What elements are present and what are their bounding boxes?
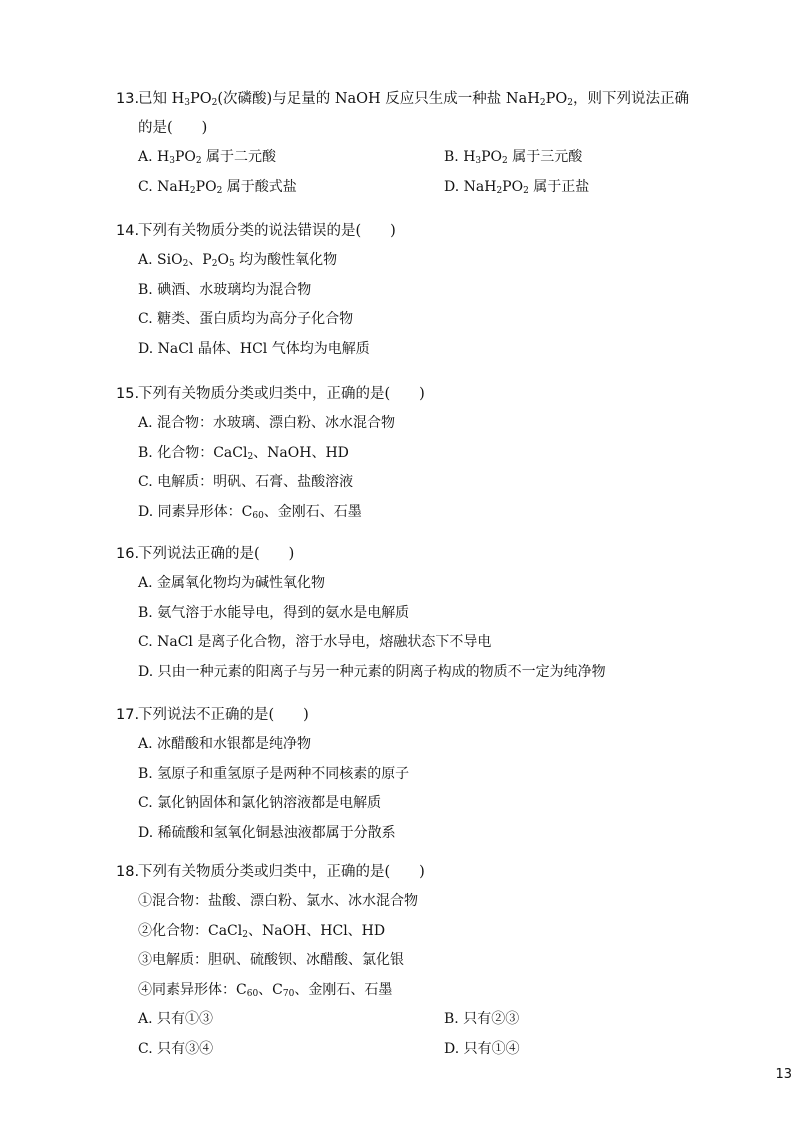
subscript: 2 — [502, 156, 508, 166]
page-number: 13 — [775, 1067, 792, 1082]
subscript: 2 — [523, 185, 529, 196]
question-number: 18. — [116, 864, 140, 880]
subscript: 2 — [216, 185, 223, 196]
question-stem-line2: 的是( ) — [138, 120, 208, 136]
question-18 — [116, 858, 756, 1064]
option-d: D. NaCl 晶体、HCl 气体均为电解质 — [138, 340, 370, 357]
question-15 — [116, 380, 756, 527]
question-stem — [116, 701, 756, 730]
option-d: D. 同素异形体：$C_{60}$、金刚石、石墨 — [138, 503, 362, 521]
option-d: D. $NaH_2PO_2$ 属于正盐 — [444, 178, 590, 196]
option-b: B. 氨气溶于水能导电，得到的氨水是电解质 — [138, 604, 410, 621]
question-14 — [116, 217, 756, 364]
stem-text: 下列说法不正确的是( ) — [138, 707, 309, 723]
subscript: 2 — [195, 156, 202, 166]
question-stem — [116, 858, 756, 887]
stem-text: 下列说法正确的是( ) — [138, 546, 295, 562]
statement-2: ②化合物：CaCl$_2$、NaOH、HCl、HD — [138, 922, 386, 940]
question-17 — [116, 701, 756, 848]
subscript: 2 — [242, 929, 248, 940]
option-row — [116, 1005, 756, 1035]
statement-1: ①混合物：盐酸、漂白粉、氯水、冰水混合物 — [138, 893, 418, 909]
option-c: C. $NaH_2PO_2$ 属于酸式盐 — [138, 178, 297, 196]
subscript: 5 — [228, 259, 235, 269]
option-a: A. 冰醋酸和水银都是纯净物 — [138, 736, 312, 752]
option-b: B. $H_3PO_2$ 属于三元酸 — [444, 149, 583, 166]
option-a: A. 混合物：水玻璃、漂白粉、冰水混合物 — [138, 415, 396, 431]
question-number: 14. — [116, 223, 140, 239]
option-c: C. 糖类、蛋白质均为高分子化合物 — [138, 311, 354, 327]
stem-text: 下列有关物质分类的说法错误的是( ) — [138, 223, 396, 239]
subscript: 2 — [211, 98, 218, 108]
question-stem — [116, 217, 756, 246]
statement-3: ③电解质：胆矾、硫酸钡、冰醋酸、氯化银 — [138, 952, 404, 968]
question-number: 15. — [116, 386, 140, 402]
option-c: C. 只有③④ — [138, 1040, 214, 1057]
question-13 — [116, 85, 756, 202]
option-a: A. 金属氧化物均为碱性氧化物 — [138, 575, 326, 591]
option-a: A. SiO$_2$、$P_2O_5$ 均为酸性氧化物 — [138, 252, 338, 269]
option-d: D. 稀硫酸和氢氧化铜悬浊液都属于分散系 — [138, 824, 396, 841]
subscript: 3 — [169, 156, 175, 166]
subscript: 2 — [539, 98, 546, 108]
question-stem — [116, 85, 756, 114]
option-a: A. $H_3PO_2$ 属于二元酸 — [138, 149, 277, 166]
question-stem — [116, 540, 756, 569]
option-a: A. 只有①③ — [138, 1011, 214, 1027]
subscript: 3 — [184, 98, 190, 108]
statement-4: ④同素异形体：$C_{60}$、$C_{70}$、金刚石、石墨 — [138, 981, 393, 999]
option-d: D. 只有①④ — [444, 1040, 520, 1057]
stem-text: 下列有关物质分类或归类中，正确的是( ) — [138, 386, 425, 402]
option-row — [116, 1035, 756, 1065]
question-number: 16. — [116, 546, 140, 562]
subscript: 70 — [282, 988, 295, 999]
option-b: B. 氢原子和重氢原子是两种不同核素的原子 — [138, 765, 410, 782]
option-row — [116, 143, 756, 173]
question-number: 13. — [116, 91, 140, 107]
question-stem — [116, 380, 756, 409]
subscript: 60 — [252, 510, 264, 521]
subscript: 2 — [182, 259, 189, 269]
subscript: 2 — [247, 451, 254, 462]
subscript: 2 — [496, 185, 503, 196]
option-c: C. 电解质：明矾、石膏、盐酸溶液 — [138, 474, 354, 490]
option-c: C. NaCl 是离子化合物，溶于水导电，熔融状态下不导电 — [138, 634, 492, 650]
question-16 — [116, 540, 756, 687]
subscript: 2 — [211, 259, 218, 269]
option-d: D. 只由一种元素的阳离子与另一种元素的阴离子构成的物质不一定为纯净物 — [138, 663, 606, 680]
option-b: B. 化合物：CaCl$_2$、NaOH、HD — [138, 444, 349, 462]
subscript: 3 — [475, 156, 482, 166]
subscript: 2 — [189, 185, 196, 196]
stem-text: 下列有关物质分类或归类中，正确的是( ) — [138, 864, 425, 880]
option-row — [116, 173, 756, 203]
option-c: C. 氯化钠固体和氯化钠溶液都是电解质 — [138, 795, 382, 811]
stem-text: 已知 $H_3PO_2$(次磷酸)与足量的 NaOH 反应只生成一种盐 $NaH_2PO_2$，则下列说法正确 — [138, 91, 689, 108]
subscript: 60 — [246, 988, 259, 999]
option-b: B. 只有②③ — [444, 1011, 520, 1027]
subscript: 2 — [567, 98, 573, 108]
question-number: 17. — [116, 707, 140, 723]
option-b: B. 碘酒、水玻璃均为混合物 — [138, 281, 312, 298]
